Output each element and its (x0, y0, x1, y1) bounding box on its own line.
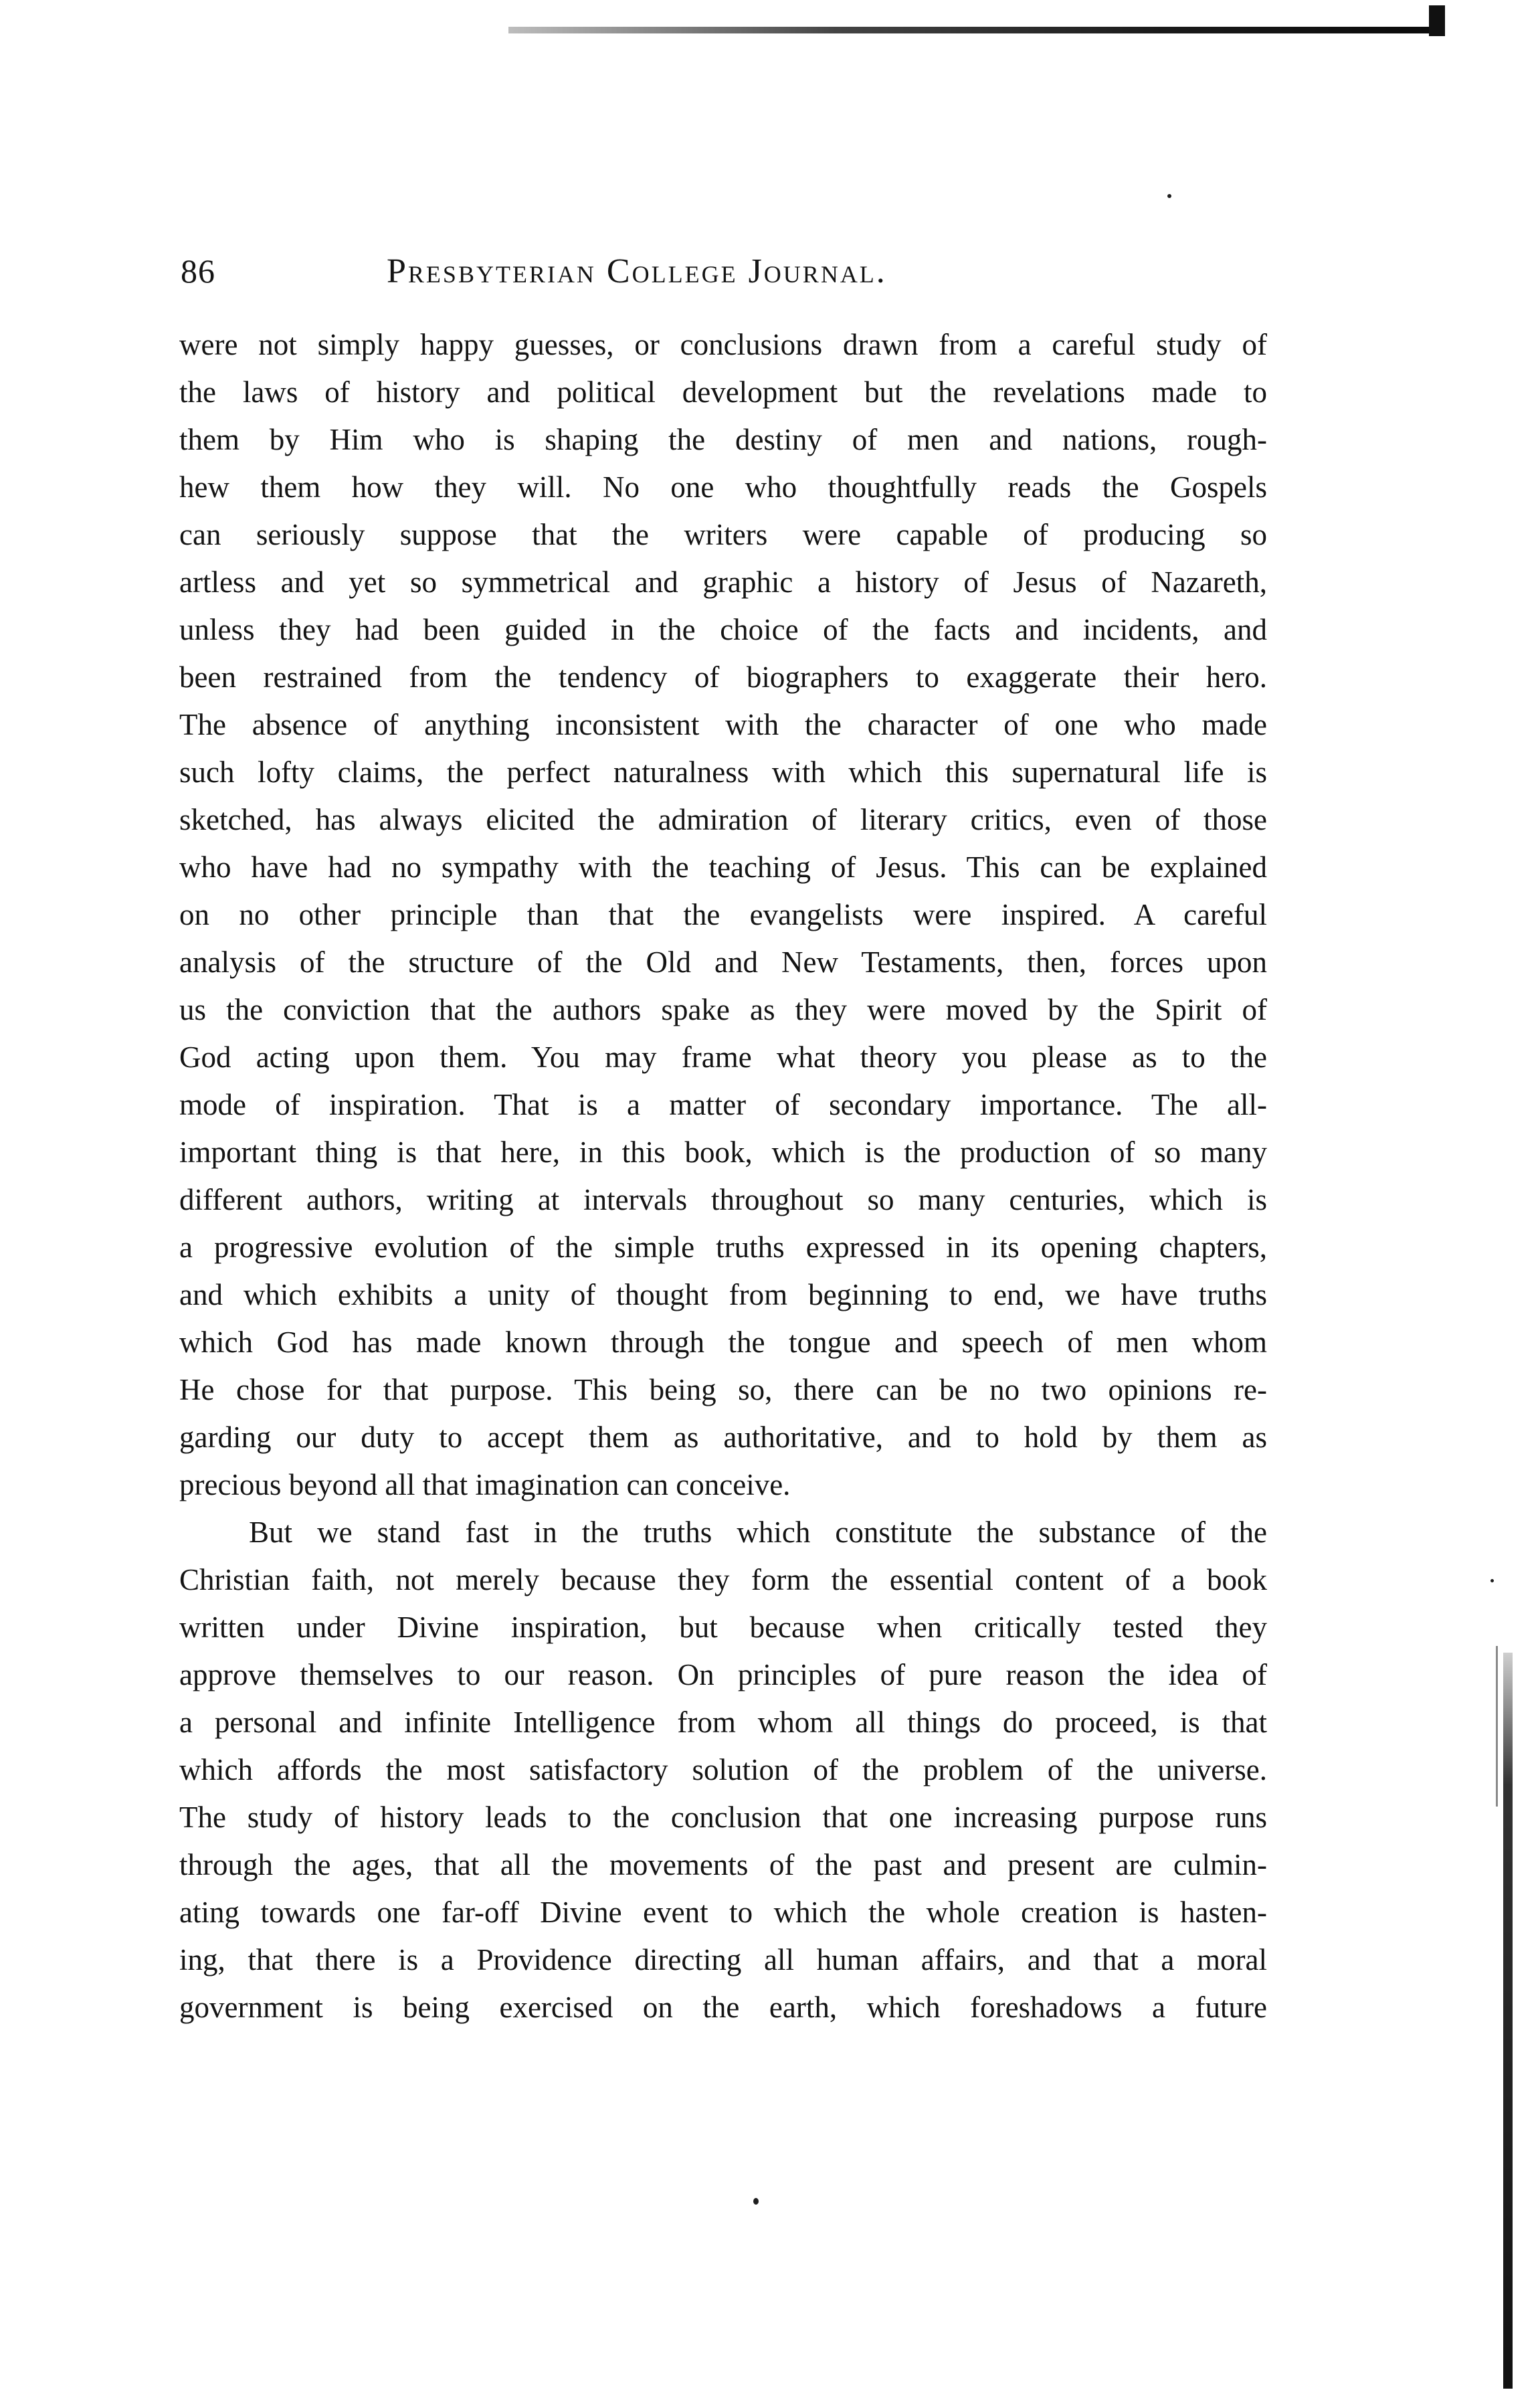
text-line: hew them how they will. No one who thoughtfully reads the Gospels (179, 470, 1267, 504)
page-number: 86 (181, 252, 215, 290)
text-line: approve themselves to our reason. On principles of pure reason the idea of (179, 1658, 1267, 1691)
text-line: which affords the most satisfactory solution of the problem of the universe. (179, 1753, 1267, 1786)
scan-edge-artifact (1503, 1653, 1513, 2389)
scan-speck (1490, 1579, 1494, 1582)
text-line: ing, that there is a Providence directing all human affairs, and that a moral (179, 1943, 1267, 1976)
text-line: on no other principle than that the evangelists were inspired. A careful (179, 898, 1267, 931)
scan-edge-artifact (1429, 5, 1445, 36)
text-line: a progressive evolution of the simple truths expressed in its opening chapters, (179, 1230, 1267, 1264)
text-line: unless they had been guided in the choice of the facts and incidents, and (179, 613, 1267, 646)
scan-edge-artifact (1496, 1646, 1498, 1807)
text-line: government is being exercised on the earth, which foreshadows a future (179, 1991, 1267, 2024)
text-line: garding our duty to accept them as authoritative, and to hold by them as (179, 1420, 1267, 1454)
text-line: different authors, writing at intervals throughout so many centuries, which is (179, 1183, 1267, 1216)
text-line: such lofty claims, the perfect naturalness with which this supernatural life is (179, 755, 1267, 789)
text-line: artless and yet so symmetrical and graphic a history of Jesus of Nazareth, (179, 565, 1267, 599)
text-line: been restrained from the tendency of biographers to exaggerate their hero. (179, 660, 1267, 694)
paragraph (179, 321, 1267, 1509)
text-line: can seriously suppose that the writers were capable of producing so (179, 518, 1267, 551)
body-text (179, 321, 1267, 2031)
text-line: sketched, has always elicited the admiration of literary critics, even of those (179, 803, 1267, 836)
text-line: through the ages, that all the movements of the past and present are culmin- (179, 1848, 1267, 1881)
scan-speck (1167, 194, 1171, 198)
text-line: ating towards one far-off Divine event to which the whole creation is hasten- (179, 1896, 1267, 1929)
text-line: The study of history leads to the conclusion that one increasing purpose runs (179, 1801, 1267, 1834)
running-head (181, 252, 1278, 305)
text-line: which God has made known through the tongue and speech of men whom (179, 1325, 1267, 1359)
text-line: were not simply happy guesses, or conclusions drawn from a careful study of (179, 328, 1267, 361)
text-line: He chose for that purpose. This being so, there can be no two opinions re- (179, 1373, 1267, 1406)
text-line: a personal and infinite Intelligence from whom all things do proceed, is that (179, 1706, 1267, 1739)
scan-speck (753, 2198, 759, 2205)
text-line: written under Divine inspiration, but because when critically tested they (179, 1611, 1267, 1644)
text-line: The absence of anything inconsistent with the character of one who made (179, 708, 1267, 741)
text-line: But we stand fast in the truths which constitute the substance of the (249, 1515, 1267, 1549)
text-line: God acting upon them. You may frame what theory you please as to the (179, 1040, 1267, 1074)
paragraph (179, 1509, 1267, 2031)
text-line: who have had no sympathy with the teaching of Jesus. This can be explained (179, 850, 1267, 884)
text-line: and which exhibits a unity of thought from beginning to end, we have truths (179, 1278, 1267, 1311)
text-line: Christian faith, not merely because they form the essential content of a book (179, 1563, 1267, 1596)
journal-title: Presbyterian College Journal. (387, 252, 887, 290)
text-line: important thing is that here, in this book, which is the production of so many (179, 1135, 1267, 1169)
text-line: analysis of the structure of the Old and New Testaments, then, forces upon (179, 945, 1267, 979)
text-line: mode of inspiration. That is a matter of secondary importance. The all- (179, 1088, 1267, 1121)
scan-edge-artifact (508, 27, 1445, 33)
text-line: the laws of history and political development but the revelations made to (179, 375, 1267, 409)
text-line: us the conviction that the authors spake as they were moved by the Spirit of (179, 993, 1267, 1026)
text-line: precious beyond all that imagination can conceive. (179, 1468, 791, 1501)
text-line: them by Him who is shaping the destiny of men and nations, rough- (179, 423, 1267, 456)
